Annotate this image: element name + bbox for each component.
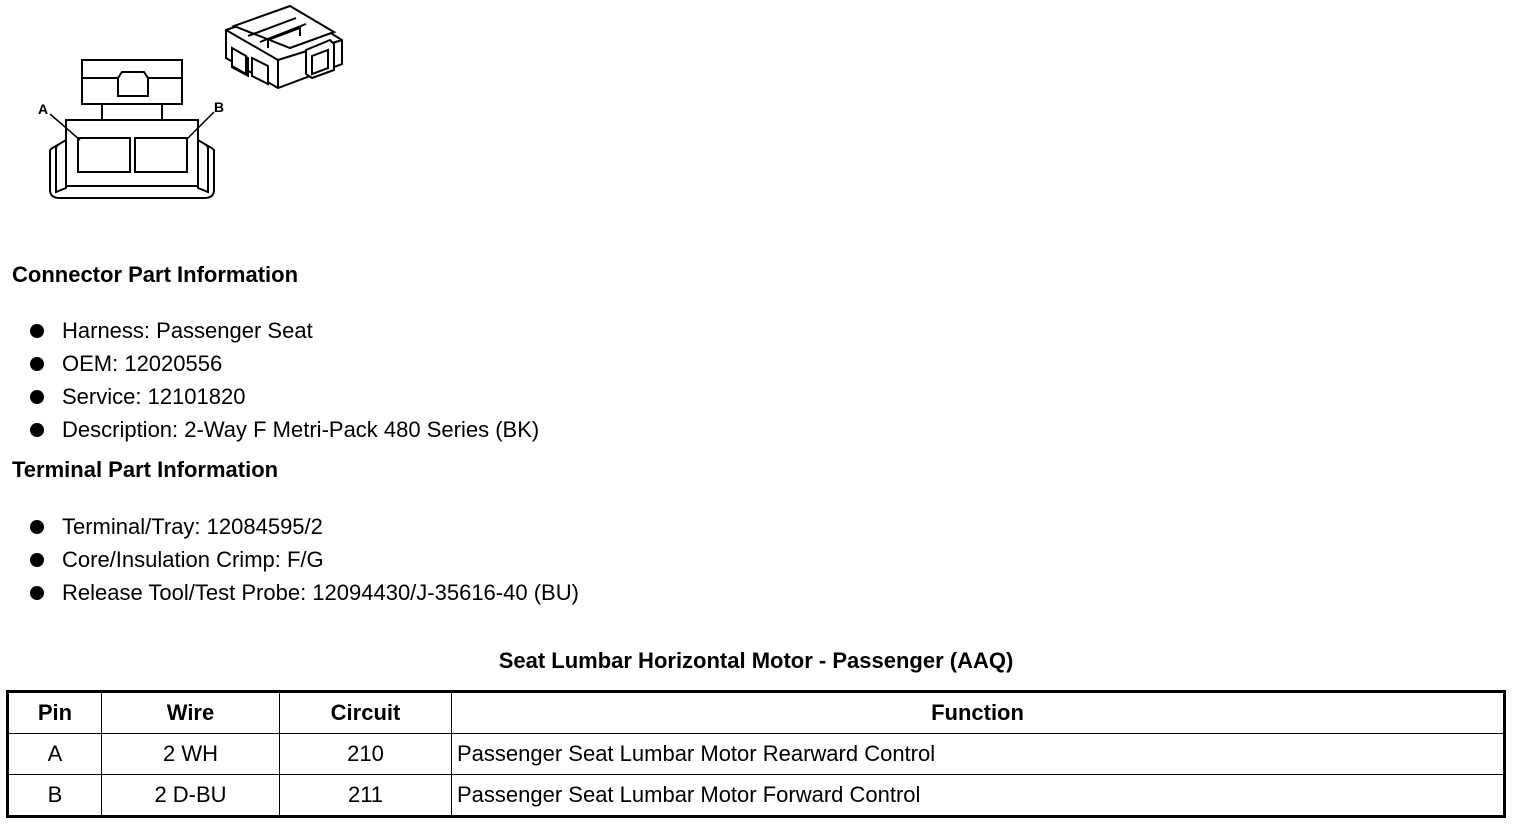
header-wire: Wire xyxy=(102,692,280,734)
list-item xyxy=(0,413,539,446)
header-circuit: Circuit xyxy=(280,692,452,734)
list-item xyxy=(0,314,539,347)
cell-pin: A xyxy=(8,734,102,775)
release-tool-text: Release Tool/Test Probe: 12094430/J-35616-40 (BU) xyxy=(62,580,579,605)
bullet-icon xyxy=(30,553,44,567)
cell-pin: B xyxy=(8,775,102,817)
connector-front-view xyxy=(50,60,214,198)
pin-label-b: B xyxy=(214,99,225,115)
list-item xyxy=(0,380,539,413)
list-item xyxy=(0,543,579,576)
cell-function: Passenger Seat Lumbar Motor Rearward Control xyxy=(452,734,1505,775)
cell-circuit: 210 xyxy=(280,734,452,775)
table-header-row xyxy=(8,692,1505,734)
header-function: Function xyxy=(452,692,1505,734)
list-item xyxy=(0,510,579,543)
terminal-tray-text: Terminal/Tray: 12084595/2 xyxy=(62,514,323,539)
table-row xyxy=(8,734,1505,775)
header-pin: Pin xyxy=(8,692,102,734)
list-item xyxy=(0,347,539,380)
bullet-icon xyxy=(30,423,44,437)
cell-wire: 2 WH xyxy=(102,734,280,775)
bullet-icon xyxy=(30,520,44,534)
terminal-part-info-heading: Terminal Part Information xyxy=(12,457,279,482)
connector-isometric-view xyxy=(226,6,342,88)
connector-part-info-list xyxy=(0,314,539,446)
terminal-part-info-list xyxy=(0,510,579,609)
connector-part-info-heading: Connector Part Information xyxy=(12,262,299,287)
bullet-icon xyxy=(30,324,44,338)
pinout-table xyxy=(6,690,1506,818)
cell-circuit: 211 xyxy=(280,775,452,817)
harness-text: Harness: Passenger Seat xyxy=(62,318,313,343)
cell-function: Passenger Seat Lumbar Motor Forward Control xyxy=(452,775,1505,817)
crimp-text: Core/Insulation Crimp: F/G xyxy=(62,547,324,572)
oem-text: OEM: 12020556 xyxy=(62,351,223,376)
bullet-icon xyxy=(30,586,44,600)
list-item xyxy=(0,576,579,609)
table-row xyxy=(8,775,1505,817)
bullet-icon xyxy=(30,357,44,371)
pinout-table-title: Seat Lumbar Horizontal Motor - Passenger (AAQ) xyxy=(498,648,1014,673)
pin-label-a: A xyxy=(38,101,49,117)
bullet-icon xyxy=(30,390,44,404)
connector-diagram xyxy=(0,0,380,220)
cell-wire: 2 D-BU xyxy=(102,775,280,817)
description-text: Description: 2-Way F Metri-Pack 480 Series (BK) xyxy=(62,417,540,442)
service-text: Service: 12101820 xyxy=(62,384,246,409)
